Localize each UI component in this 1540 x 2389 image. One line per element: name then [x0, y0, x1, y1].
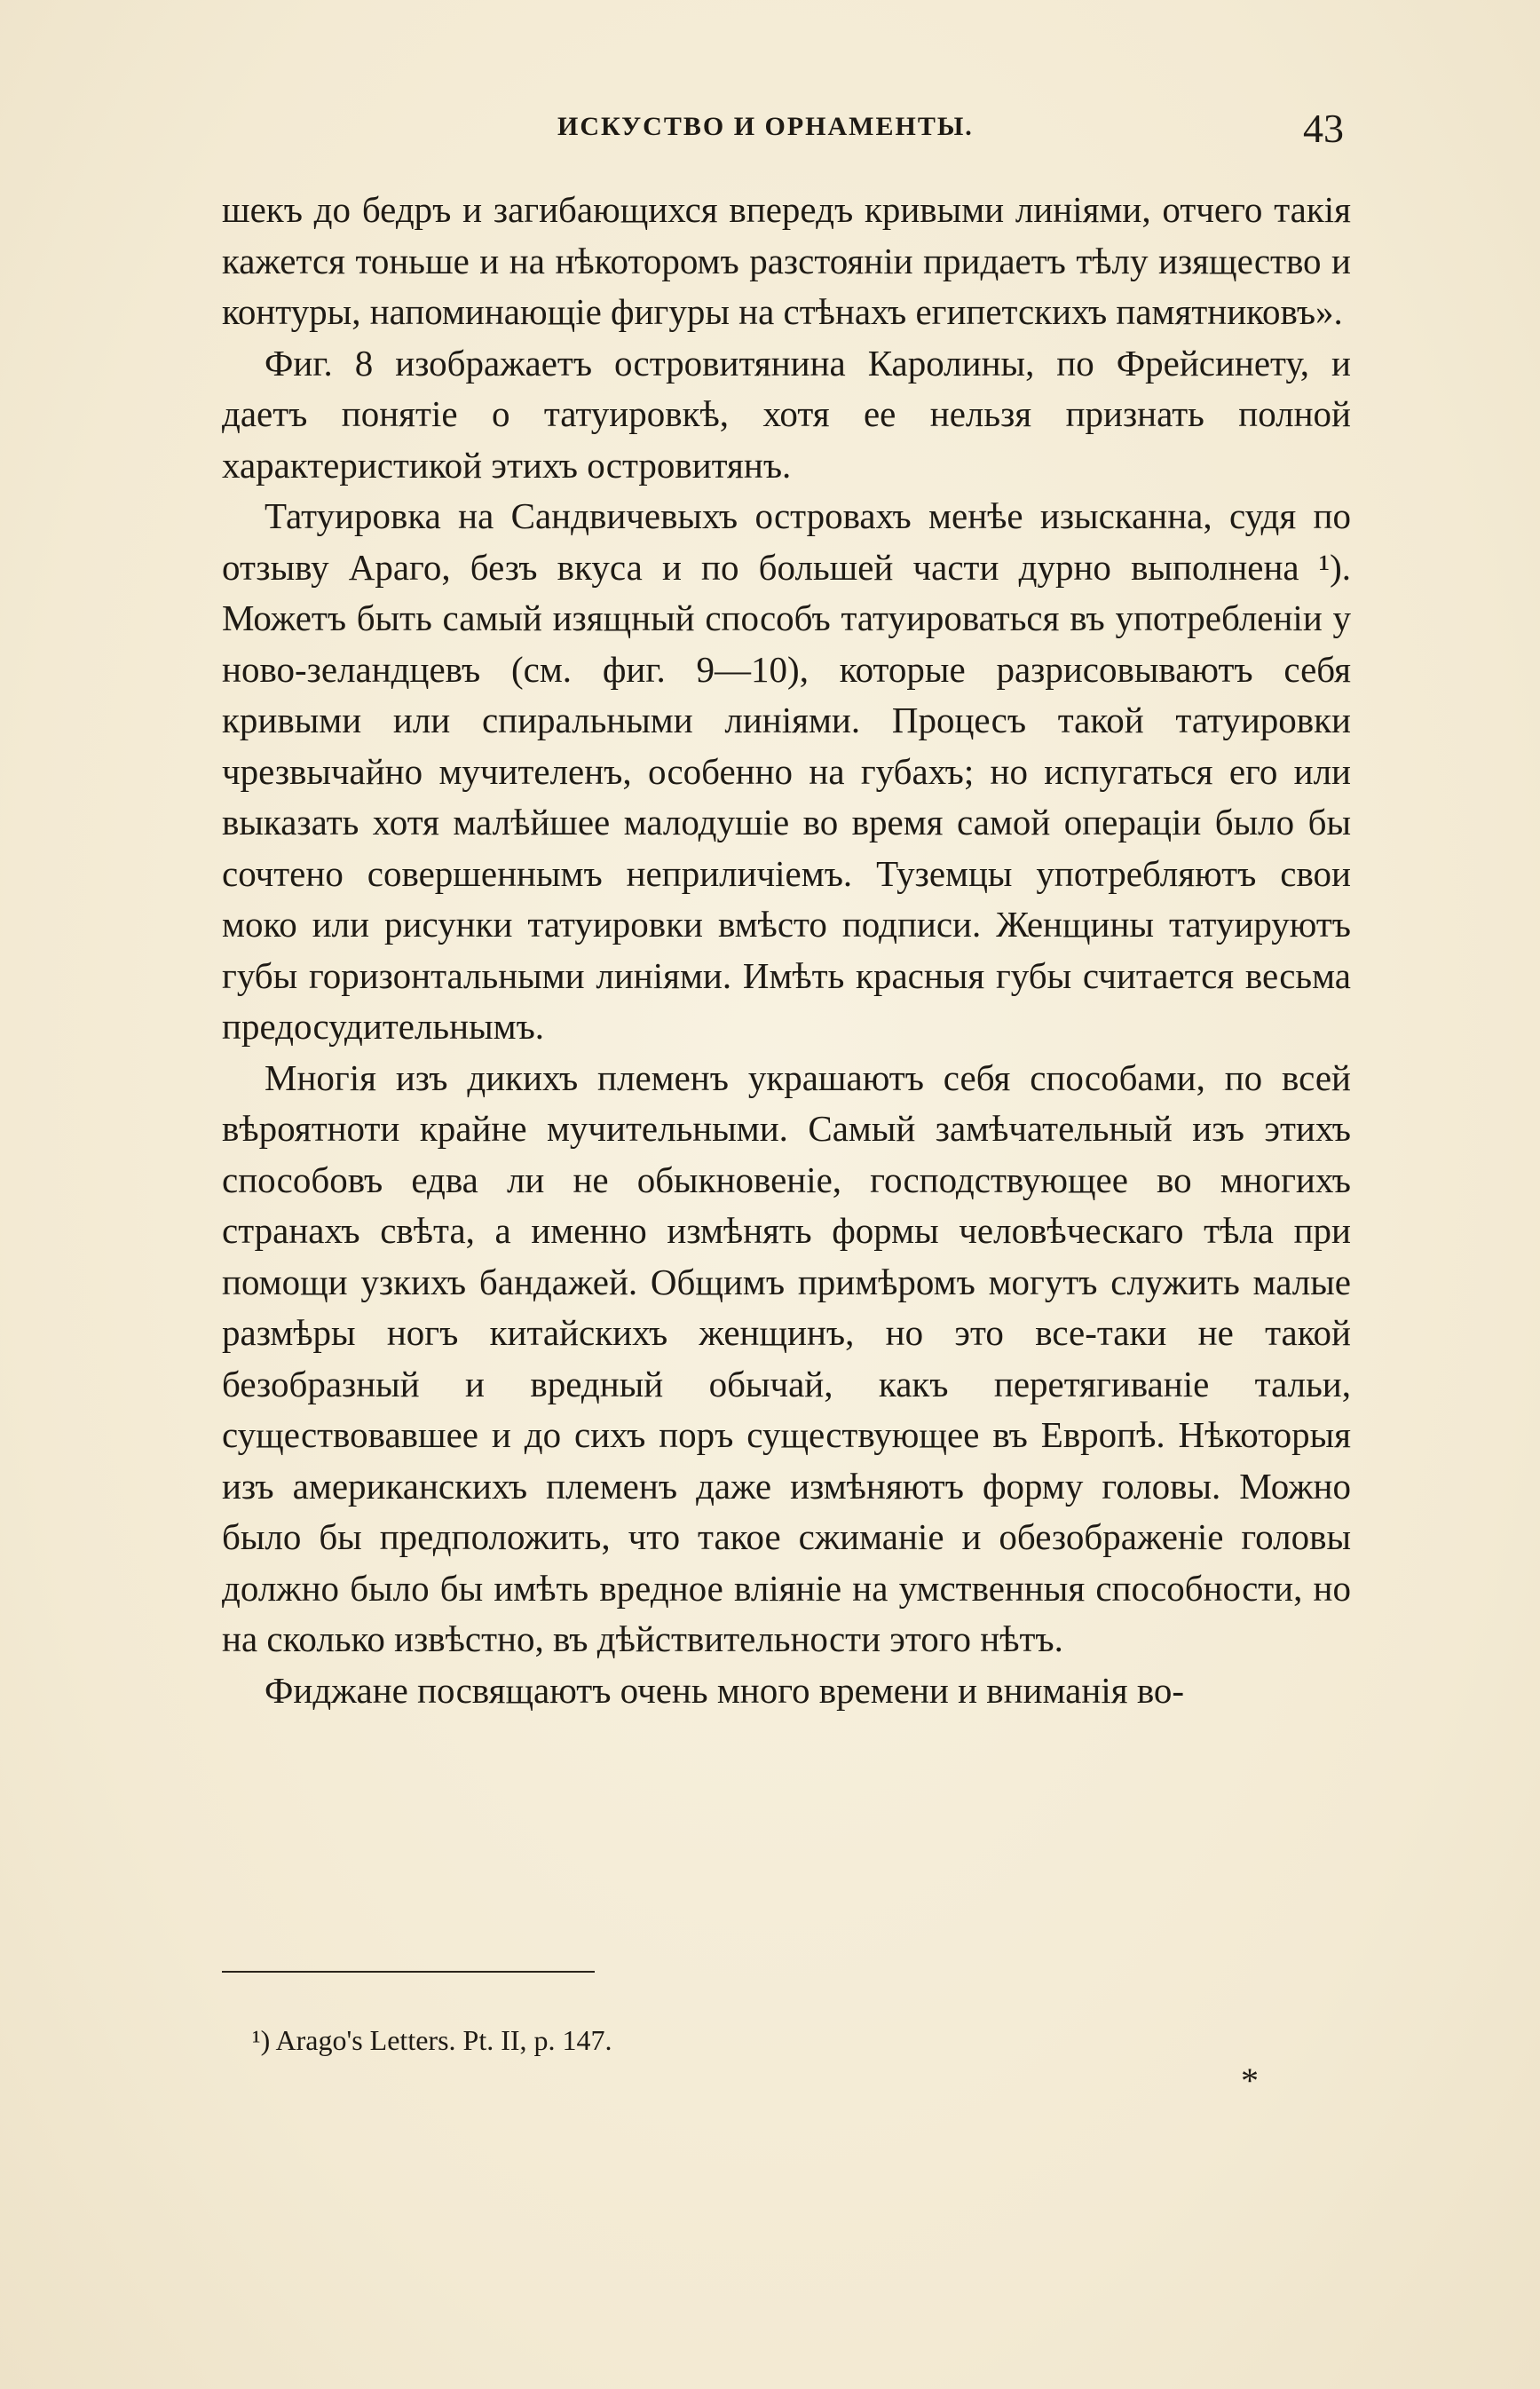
- page-number: 43: [1303, 106, 1344, 151]
- paragraph-2: Фиг. 8 изображаетъ островитянина Каролины, по Фрейсинету, и даетъ понятіе о татуировкѣ, хотя ее нельзя признать полной характеристикой этихъ островитянъ.: [222, 342, 1351, 486]
- running-title: ИСКУСТВО И ОРНАМЕНТЫ.: [557, 112, 974, 141]
- paragraph-4: Многія изъ дикихъ племенъ украшаютъ себя способами, по всей вѣроятноти крайне мучительными. Самый замѣчательный изъ этихъ способовъ едва ли не обыкновеніе, господствующее во многихъ странахъ свѣта, а именно измѣнять формы человѣческаго тѣла при помощи узкихъ бандажей. Общимъ примѣромъ могутъ служить малые размѣры ногъ китайскихъ женщинъ, но это все-таки не такой безобразный и вредный обычай, какъ перетягиваніе тальи, существовавшее и до сихъ поръ существующее въ Европѣ. Нѣкоторыя изъ американскихъ племенъ даже измѣняютъ форму головы. Можно было бы предположить, что такое сжиманіе и обезображеніе головы должно было бы имѣть вредное вліяніе на умственныя способности, но на сколько извѣстно, въ дѣйствительности этого нѣтъ.: [222, 1056, 1351, 1659]
- footnote: ¹) Arago's Letters. Pt. II, p. 147.: [252, 2024, 612, 2056]
- signature-mark: *: [1241, 2061, 1259, 2100]
- running-head: [0, 105, 1540, 158]
- paragraph-3: Татуировка на Сандвичевыхъ островахъ менѣе изысканна, судя по отзыву Араго, безъ вкуса и по большей части дурно выполнена ¹). Можетъ быть самый изящный способъ татуироваться въ употребленіи у ново-зеландцевъ (см. фиг. 9—10), которые разрисовываютъ себя кривыми или спиральными линіями. Процесъ такой татуировки чрезвычайно мучителенъ, особенно на губахъ; но испугаться его или выказать хотя малѣйшее малодушіе во время самой операціи было бы сочтено совершеннымъ неприличіемъ. Туземцы употребляютъ свои моко или рисунки татуировки вмѣсто подписи. Женщины татуируютъ губы горизонтальными линіями. Имѣть красныя губы считается весьма предосудительнымъ.: [222, 495, 1351, 1047]
- paragraph-5: Фиджане посвящаютъ очень много времени и вниманія во-: [265, 1669, 1185, 1711]
- footnote-rule: [222, 1971, 595, 1973]
- body-text: [222, 185, 1351, 1716]
- paragraph-1: шекъ до бедръ и загибающихся впередъ кривыми линіями, отчего такія кажется тоньше и на нѣкоторомъ разстояніи придаетъ тѣлу изящество и контуры, напоминающіе фигуры на стѣнахъ египетскихъ памятниковъ».: [222, 189, 1351, 332]
